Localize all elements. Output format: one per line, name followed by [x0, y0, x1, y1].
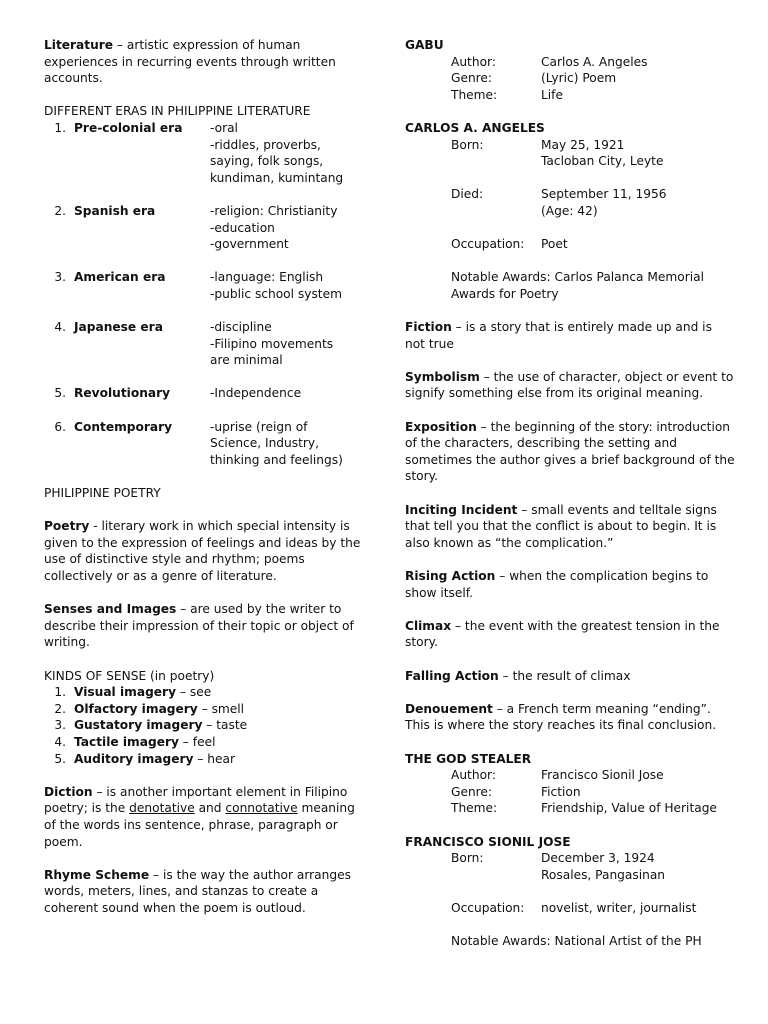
info-row: Theme: Life	[451, 87, 563, 102]
info-row: Born: May 25, 1921 Tacloban City, Leyte	[451, 137, 664, 169]
jose-awards: Notable Awards: National Artist of the PH	[451, 934, 702, 949]
info-row: Born: December 3, 1924 Rosales, Pangasinan	[451, 851, 666, 882]
info-row: Author: Carlos A. Angeles	[451, 54, 648, 69]
eras-heading: DIFFERENT ERAS IN PHILIPPINE LITERATURE	[44, 104, 311, 119]
term-definition: Exposition – the beginning of the story: introduction of the characters, describing the setting and sometimes the author gives a brief background of the story.	[405, 419, 735, 484]
term-definition: Inciting Incident – small events and telltale signs that tell you that the conflict is about to begin. It is also known as “the complication.”	[405, 502, 717, 550]
jose-title: FRANCISCO SIONIL JOSE	[405, 834, 571, 849]
gabu-title: GABU	[405, 38, 444, 52]
kinds-heading: KINDS OF SENSE (in poetry)	[44, 668, 215, 683]
angeles-title: CARLOS A. ANGELES	[405, 120, 545, 135]
era-item: 5. Revolutionary -Independence	[54, 386, 302, 401]
info-row: Died: September 11, 1956 (Age: 42)	[451, 187, 667, 218]
era-item: 4. Japanese era -discipline -Filipino movements are minimal	[54, 320, 334, 368]
info-row: Genre: (Lyric) Poem	[451, 71, 617, 86]
term-definition: Fiction – is a story that is entirely made up and is not true	[405, 320, 712, 351]
right-column	[405, 37, 735, 950]
literature-definition: Literature – artistic expression of human experiences in recurring events through written accounts.	[44, 38, 336, 86]
angeles-awards: Notable Awards: Carlos Palanca Memorial Awards for Poetry	[451, 270, 704, 301]
god-stealer-title: THE GOD STEALER	[405, 751, 532, 766]
sense-item: 3. Gustatory imagery – taste	[54, 718, 248, 733]
diction-definition: Diction – is another important element in Filipino poetry; is the denotative and connotative meaning of the words ins sentence, phrase, paragraph or poem.	[44, 784, 355, 849]
term-definition: Symbolism – the use of character, object or event to signify something else from its original meaning.	[405, 369, 734, 401]
info-row: Genre: Fiction	[451, 784, 581, 799]
era-item: 2. Spanish era -religion: Christianity -education -government	[54, 203, 338, 252]
info-row: Occupation: novelist, writer, journalist	[451, 900, 697, 915]
poetry-definition: Poetry - literary work in which special intensity is given to the expression of feelings and ideas by the use of distinctive style and rhythm; poems collectively or as a genre of literature.	[44, 519, 361, 583]
term-literature: Literature	[44, 38, 114, 52]
sense-item: 5. Auditory imagery – hear	[54, 751, 235, 766]
sense-item: 4. Tactile imagery – feel	[54, 734, 216, 749]
sense-item: 2. Olfactory imagery – smell	[54, 701, 245, 716]
left-column	[44, 37, 364, 916]
rhyme-scheme-definition: Rhyme Scheme – is the way the author arranges words, meters, lines, and stanzas to create a coherent sound when the poem is outloud.	[44, 867, 351, 915]
era-item: 3. American era -language: English -public school system	[54, 270, 342, 301]
era-item: 1. Pre-colonial era -oral -riddles, proverbs, saying, folk songs, kundiman, kumintang	[54, 120, 344, 185]
poetry-heading: PHILIPPINE POETRY	[44, 486, 161, 501]
term-definition: Rising Action – when the complication begins to show itself.	[405, 569, 709, 600]
sense-item: 1. Visual imagery – see	[54, 685, 212, 700]
info-row: Author: Francisco Sionil Jose	[451, 768, 664, 783]
info-row: Occupation: Poet	[451, 237, 568, 252]
term-definition: Climax – the event with the greatest tension in the story.	[405, 618, 720, 650]
info-row: Theme: Friendship, Value of Heritage	[451, 801, 717, 816]
senses-definition: Senses and Images – are used by the writer to describe their impression of their topic or object of writing.	[44, 602, 354, 650]
term-definition: Denouement – a French term meaning “ending”. This is where the story reaches its final conclusion.	[405, 701, 717, 733]
era-item: 6. Contemporary -uprise (reign of Science, Industry, thinking and feelings)	[54, 419, 343, 467]
term-definition: Falling Action – the result of climax	[405, 668, 631, 683]
